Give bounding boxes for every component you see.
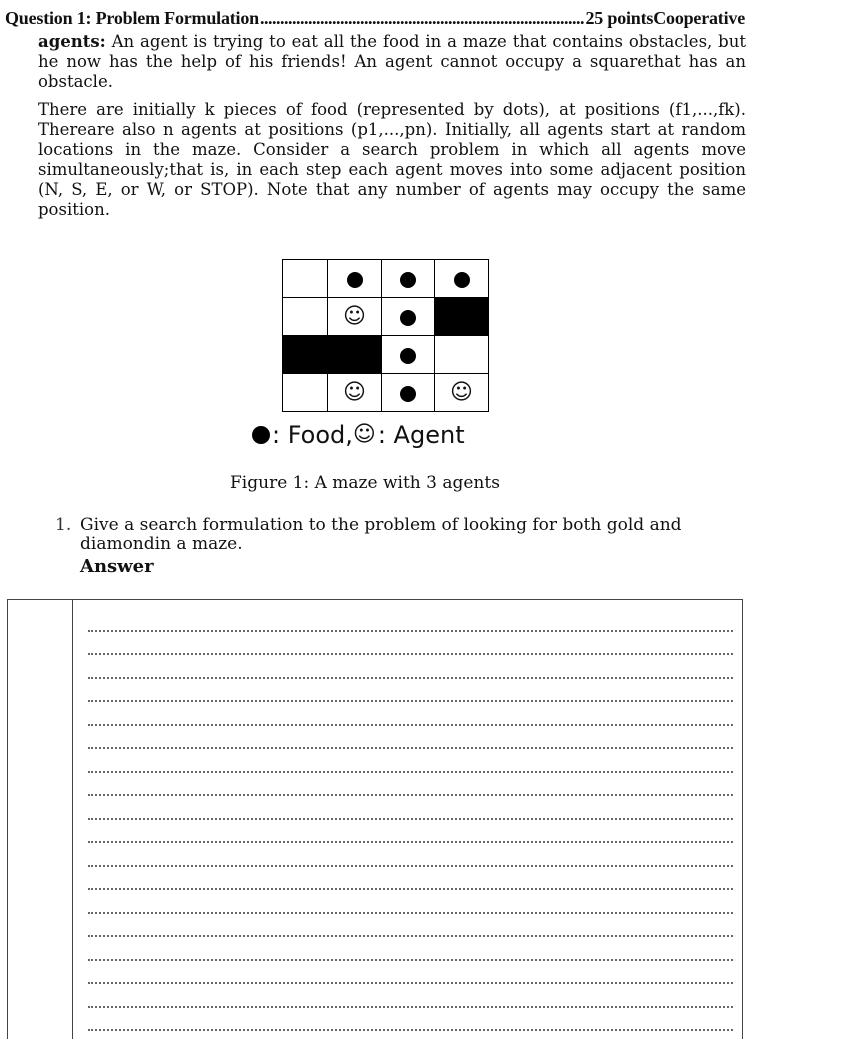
smiley-agent-icon: ☺ <box>343 303 366 329</box>
maze-cell-food <box>382 374 435 412</box>
answer-line[interactable] <box>88 961 733 985</box>
subquestion-text: Give a search formulation to the problem of looking for both gold and diamondin a maze. <box>80 515 682 554</box>
maze-cell-empty <box>283 298 328 336</box>
maze-row <box>283 336 489 374</box>
subquestion <box>55 516 745 554</box>
smiley-agent-icon: ☺ <box>450 379 473 405</box>
maze-cell-empty <box>435 336 489 374</box>
maze-cell-empty <box>283 260 328 298</box>
maze-cell-obstacle <box>435 298 489 336</box>
answer-line[interactable] <box>88 773 733 797</box>
question-title: Question 1: Problem Formulation <box>5 8 259 28</box>
food-dot-icon <box>400 310 416 326</box>
food-dot-icon <box>252 426 270 444</box>
food-dot-icon <box>454 272 470 288</box>
answer-line[interactable] <box>88 984 733 1008</box>
question-points: 25 points <box>585 8 654 28</box>
answer-line[interactable] <box>88 867 733 891</box>
intro-bold: agents: <box>38 32 106 51</box>
answer-line[interactable] <box>88 679 733 703</box>
maze-row <box>283 260 489 298</box>
figure-caption: Figure 1: A maze with 3 agents <box>230 473 500 493</box>
smiley-agent-icon: ☺ <box>343 379 366 405</box>
answer-line[interactable] <box>88 937 733 961</box>
legend-food-label: : Food, <box>272 421 353 449</box>
maze-cell-agent <box>328 374 382 412</box>
question-heading <box>5 8 745 30</box>
answer-line[interactable] <box>88 632 733 656</box>
answer-margin-column <box>8 600 73 1039</box>
answer-line[interactable] <box>88 820 733 844</box>
answer-line[interactable] <box>88 702 733 726</box>
food-dot-icon <box>347 272 363 288</box>
answer-line[interactable] <box>88 726 733 750</box>
answer-line[interactable] <box>88 796 733 820</box>
answer-line[interactable] <box>88 890 733 914</box>
maze-cell-food <box>382 336 435 374</box>
intro-rest: An agent is trying to eat all the food in a maze that contains obstacles, but he now has the help of his friends! An agent cannot occupy a squarethat has an obstacle. <box>38 32 746 91</box>
food-dot-icon <box>400 386 416 402</box>
setup-paragraph: There are initially k pieces of food (represented by dots), at positions (f1,...,fk). Thereare also n agents at positions (p1,...,pn). Initially, all agents start at random locations in the maze. Consider a search problem in which all agents move simultaneously;that is, in each step each agent moves into some adjacent position (N, S, E, or W, or STOP). Note that any number of agents may occupy the same position. <box>38 100 746 219</box>
answer-line[interactable] <box>88 914 733 938</box>
smiley-agent-icon: ☺ <box>352 422 376 447</box>
maze-cell-empty <box>283 374 328 412</box>
maze-row <box>283 374 489 412</box>
maze-cell-food <box>382 260 435 298</box>
maze-grid <box>282 259 489 412</box>
subquestion-number: 1. <box>55 515 72 535</box>
answer-lines[interactable] <box>88 608 733 1031</box>
answer-line[interactable] <box>88 843 733 867</box>
legend-agent-label: : Agent <box>377 421 465 449</box>
maze-legend <box>252 420 465 450</box>
maze-cell-agent <box>435 374 489 412</box>
dot-leader <box>260 8 585 29</box>
answer-line[interactable] <box>88 1008 733 1032</box>
answer-line[interactable] <box>88 608 733 632</box>
maze-cell-agent <box>328 298 382 336</box>
maze-cell-food <box>382 298 435 336</box>
answer-box[interactable] <box>7 599 743 1039</box>
food-dot-icon <box>400 272 416 288</box>
maze-cell-food <box>435 260 489 298</box>
intro-paragraph <box>38 32 746 92</box>
answer-label: Answer <box>80 556 154 577</box>
answer-line[interactable] <box>88 655 733 679</box>
food-dot-icon <box>400 348 416 364</box>
maze-cell-food <box>328 260 382 298</box>
answer-line[interactable] <box>88 749 733 773</box>
maze-cell-obstacle <box>328 336 382 374</box>
maze-cell-obstacle <box>283 336 328 374</box>
maze-row <box>283 298 489 336</box>
section-name: Cooperative <box>653 8 745 28</box>
